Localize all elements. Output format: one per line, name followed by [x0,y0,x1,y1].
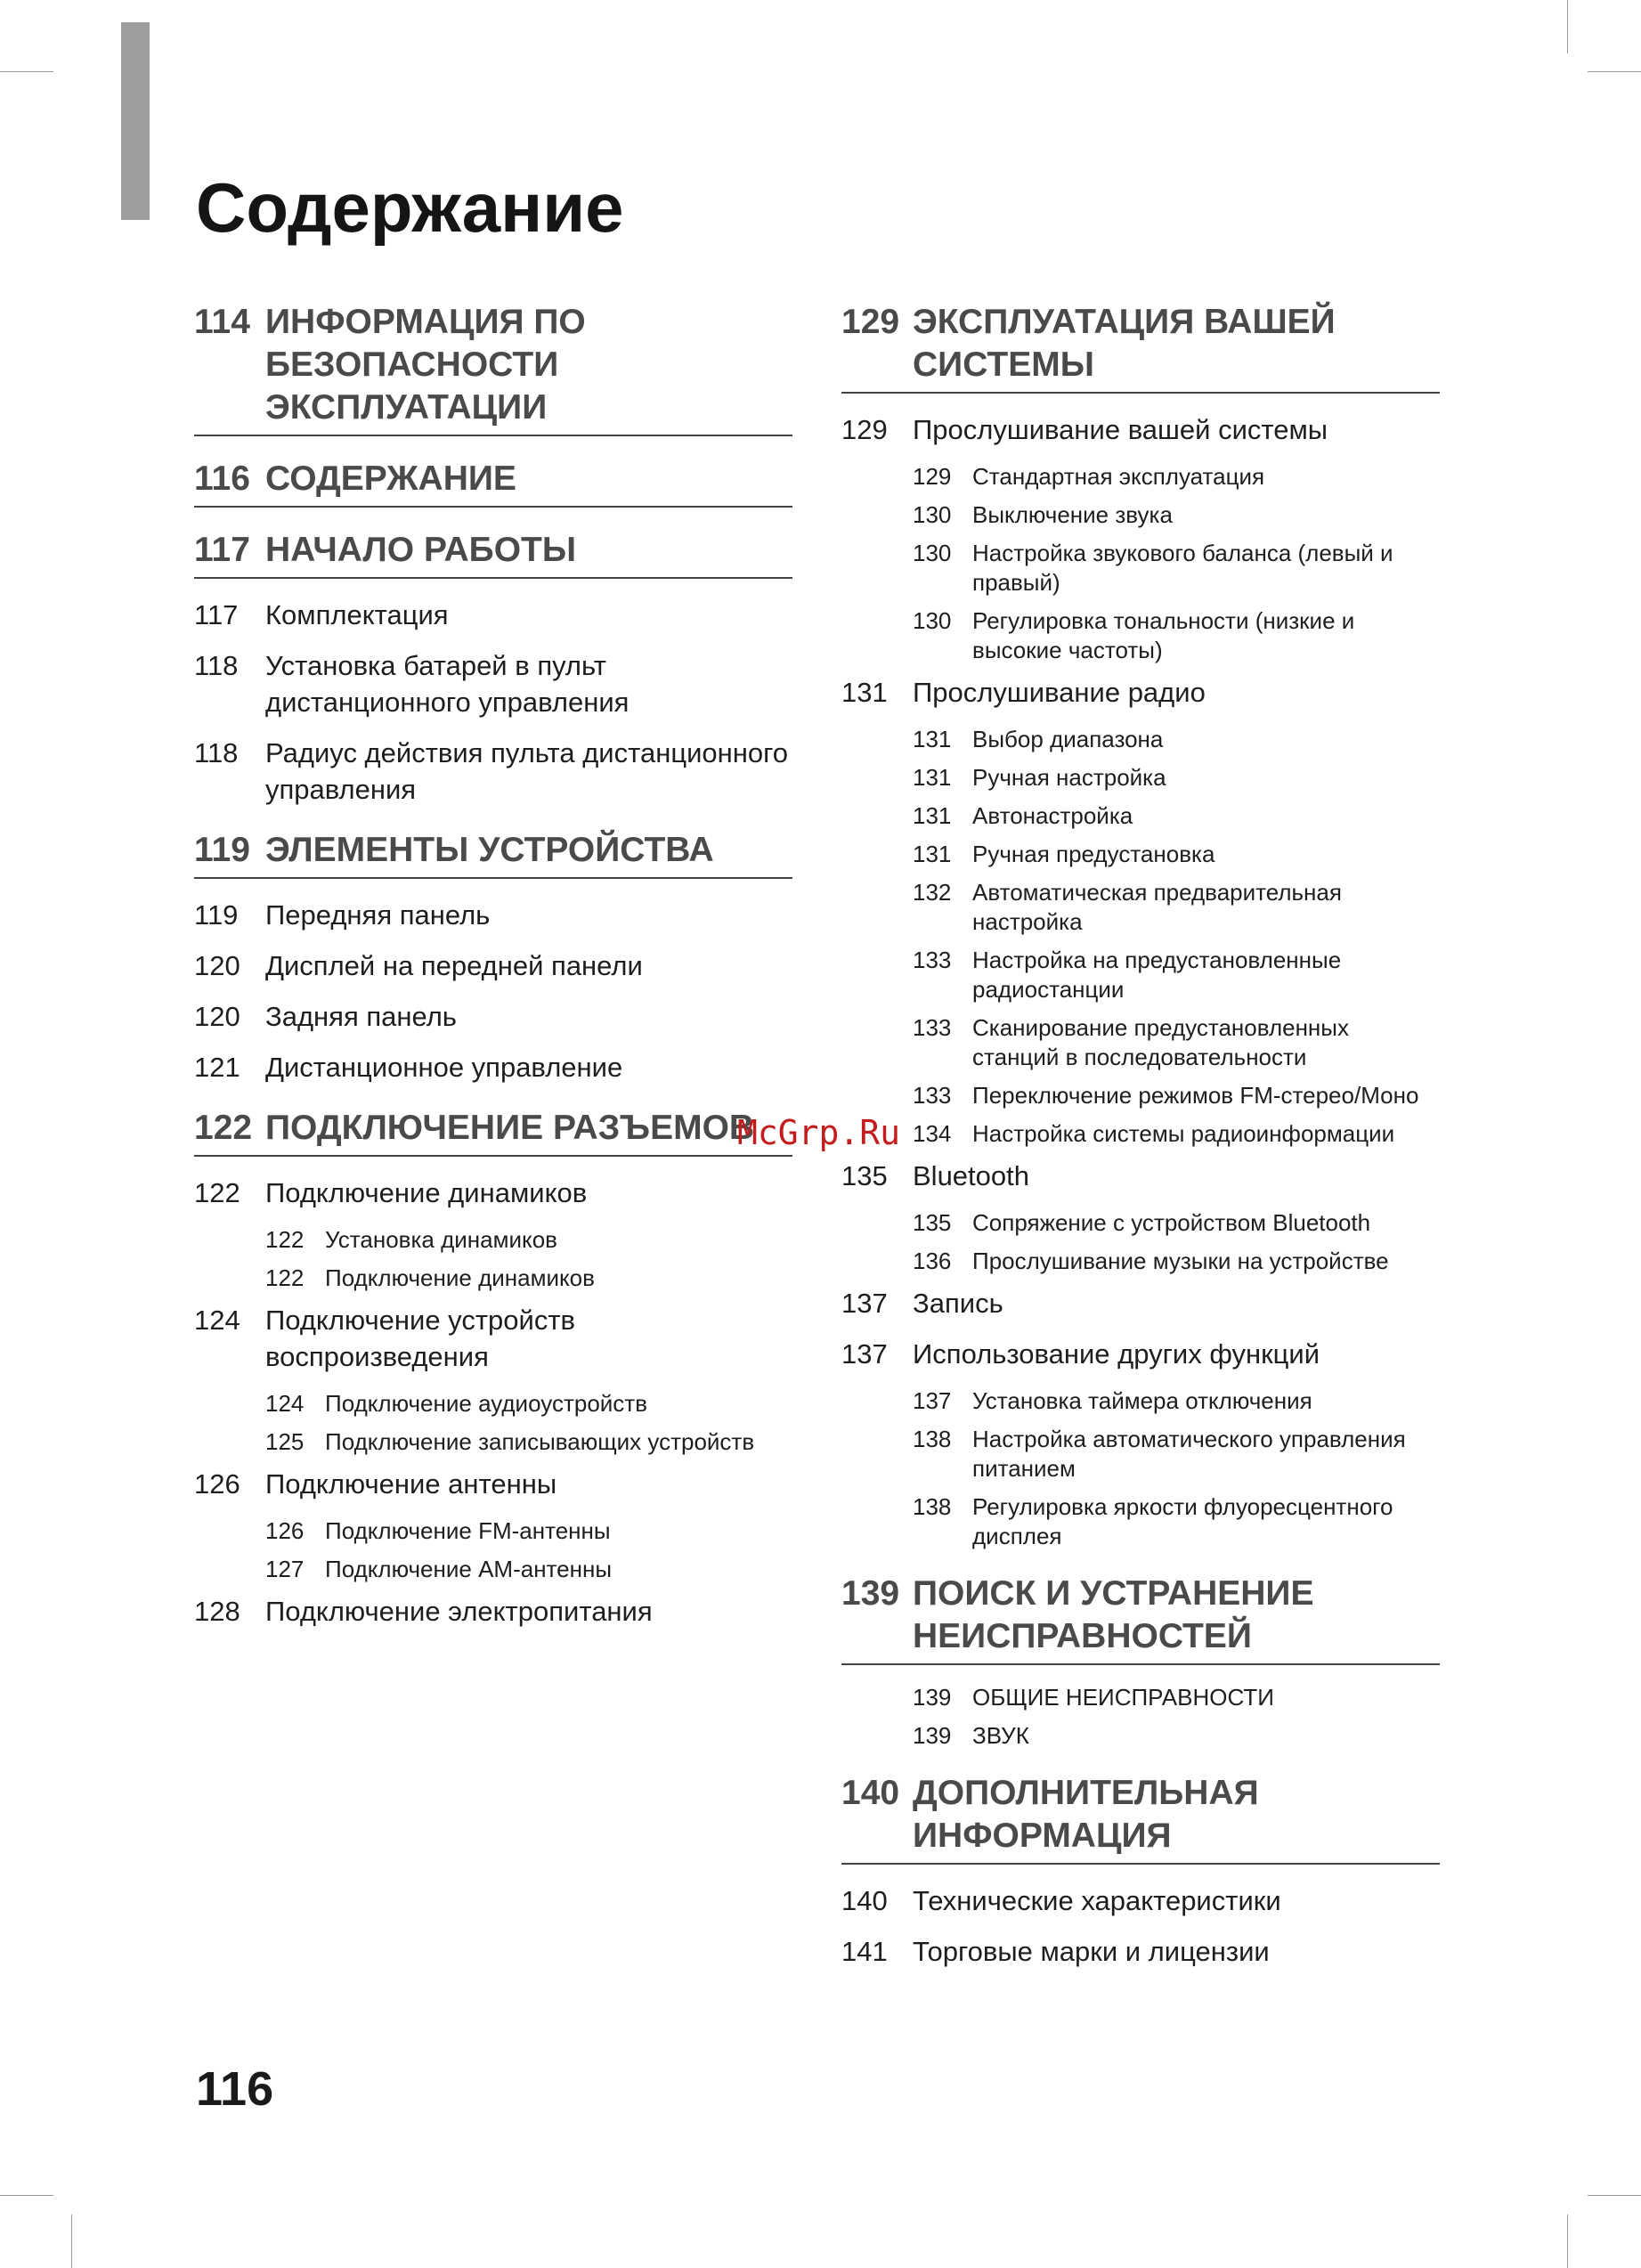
subentry-title: Подключение записывающих устройств [325,1428,755,1455]
entry-title: Технические характеристики [913,1885,1281,1916]
toc-subentry[interactable] [913,1492,1440,1551]
entry-page-number: 122 [194,1177,240,1208]
toc-subentry[interactable] [913,1425,1440,1484]
subentry-title: Установка динамиков [325,1226,557,1253]
entry-page-number: 118 [194,650,239,681]
toc-right-column [841,301,1440,1991]
watermark: McGrp.Ru [737,1113,901,1152]
toc-entry[interactable] [841,674,1440,711]
subentry-page-number: 132 [913,879,952,906]
entry-page-number: 120 [194,1001,240,1032]
entry-title: Bluetooth [913,1160,1029,1191]
toc-entry[interactable] [194,1466,792,1502]
section-title: ПОИСК И УСТРАНЕНИЕ НЕИСПРАВНОСТЕЙ [913,1574,1314,1655]
subentry-page-number: 131 [913,764,952,791]
subentry-page-number: 131 [913,726,952,752]
section-title: ЭЛЕМЕНТЫ УСТРОЙСТВА [265,831,714,869]
toc-entry[interactable] [194,597,792,633]
toc-subentry[interactable] [265,1555,792,1584]
subentry-page-number: 131 [913,841,952,867]
toc-entry[interactable] [194,1049,792,1085]
entry-page-number: 126 [194,1468,240,1500]
toc-section [841,1772,1440,1970]
chapter-tab-bar [121,22,150,220]
entry-title: Запись [913,1288,1003,1319]
entry-title: Прослушивание вашей системы [913,414,1328,445]
subentry-title: Сопряжение с устройством Bluetooth [972,1209,1371,1236]
entry-title: Радиус действия пульта дистанционного управления [265,737,788,805]
toc-entry[interactable] [841,1285,1440,1321]
entry-title: Дисплей на передней панели [265,950,643,981]
subentry-title: Ручная настройка [972,764,1166,791]
subentry-page-number: 129 [913,463,952,490]
subentry-page-number: 133 [913,947,952,973]
subentry-title: Сканирование предустановленных станций в последовательности [972,1014,1349,1070]
toc-subentry[interactable] [265,1427,792,1457]
entry-title: Дистанционное управление [265,1052,623,1083]
toc-subentry[interactable] [913,878,1440,937]
section-title: ИНФОРМАЦИЯ ПО БЕЗОПАСНОСТИ ЭКСПЛУАТАЦИИ [265,303,586,427]
subentry-page-number: 122 [265,1226,305,1253]
subentry-title: Настройка звукового баланса (левый и правый) [972,540,1393,596]
toc-entry[interactable] [841,1933,1440,1970]
section-page-number: 122 [194,1109,253,1147]
toc-subentry[interactable] [913,1386,1440,1416]
section-heading[interactable] [841,1573,1440,1665]
subentry-page-number: 134 [913,1120,952,1147]
page-title: Содержание [196,168,624,247]
subentry-page-number: 125 [265,1428,305,1455]
subentry-title: Установка таймера отключения [972,1387,1312,1414]
toc-subentry[interactable] [913,1013,1440,1072]
toc-section [194,301,792,436]
entry-title: Подключение электропитания [265,1596,653,1627]
entry-page-number: 128 [194,1596,240,1627]
entry-title: Прослушивание радио [913,677,1206,708]
toc-subentry[interactable] [913,946,1440,1004]
entry-title: Подключение антенны [265,1468,557,1500]
toc-subentry[interactable] [913,801,1440,831]
toc-subentry[interactable] [265,1389,792,1419]
subentry-title: Подключение аудиоустройств [325,1390,648,1417]
toc-entry[interactable] [194,647,792,720]
subentry-page-number: 138 [913,1426,952,1452]
toc-subentry[interactable] [913,1119,1440,1149]
subentry-page-number: 131 [913,802,952,829]
subentry-page-number: 127 [265,1556,305,1582]
entry-page-number: 117 [194,599,239,630]
subentry-page-number: 137 [913,1387,952,1414]
toc-subentry[interactable] [913,1683,1440,1712]
toc-entry[interactable] [194,735,792,808]
toc-subentry[interactable] [913,1208,1440,1238]
crop-mark [1567,0,1568,53]
subentry-page-number: 133 [913,1082,952,1109]
section-title: НАЧАЛО РАБОТЫ [265,531,577,569]
section-title: СОДЕРЖАНИЕ [265,459,516,498]
toc-entry[interactable] [194,897,792,933]
entry-page-number: 137 [841,1338,888,1370]
subentry-title: Настройка на предустановленные радиостанции [972,947,1342,1003]
toc-section [194,529,792,808]
subentry-page-number: 126 [265,1517,305,1544]
toc-left-column [194,301,792,1651]
toc-subentry[interactable] [913,500,1440,530]
section-title: ДОПОЛНИТЕЛЬНАЯ ИНФОРМАЦИЯ [913,1774,1259,1855]
crop-mark [1588,2195,1641,2196]
subentry-page-number: 135 [913,1209,952,1236]
crop-mark [1567,2215,1568,2268]
toc-subentry[interactable] [913,539,1440,597]
entry-title: Установка батарей в пульт дистанционного управления [265,650,630,718]
subentry-page-number: 130 [913,501,952,528]
toc-entry[interactable] [841,411,1440,448]
crop-mark [71,2215,72,2268]
entry-title: Задняя панель [265,1001,457,1032]
subentry-title: Автоматическая предварительная настройка [972,879,1342,935]
toc-subentry[interactable] [913,1081,1440,1110]
subentry-title: Настройка системы радиоинформации [972,1120,1395,1147]
entry-title: Подключение устройств воспроизведения [265,1305,575,1372]
subentry-title: Настройка автоматического управления питанием [972,1426,1406,1482]
subentry-title: Подключение FM-антенны [325,1517,611,1544]
entry-page-number: 121 [194,1052,240,1083]
entry-page-number: 140 [841,1885,888,1916]
entry-title: Комплектация [265,599,449,630]
subentry-title: Регулировка яркости флуоресцентного дисплея [972,1493,1393,1549]
toc-subentry[interactable] [265,1264,792,1293]
toc-subentry[interactable] [913,462,1440,492]
section-heading[interactable] [194,829,792,879]
toc-subentry[interactable] [913,1247,1440,1276]
crop-mark [1588,71,1641,72]
subentry-page-number: 139 [913,1722,952,1749]
subentry-title: Регулировка тональности (низкие и высокие частоты) [972,607,1355,663]
section-heading[interactable] [194,301,792,436]
toc-subentry[interactable] [913,725,1440,754]
crop-mark [0,2195,53,2196]
subentry-page-number: 130 [913,607,952,634]
entry-page-number: 141 [841,1936,888,1967]
toc-section [194,1107,792,1630]
section-heading[interactable] [194,529,792,579]
subentry-title: Выключение звука [972,501,1173,528]
page-number: 116 [196,2062,274,2116]
entry-page-number: 124 [194,1305,240,1336]
toc-entry[interactable] [194,998,792,1035]
toc-section [194,458,792,508]
section-page-number: 140 [841,1774,900,1812]
subentry-page-number: 133 [913,1014,952,1041]
toc-entry[interactable] [194,1175,792,1211]
section-heading[interactable] [194,1107,792,1157]
section-title: ПОДКЛЮЧЕНИЕ РАЗЪЕМОВ [265,1109,755,1147]
toc-section [194,829,792,1085]
entry-page-number: 118 [194,737,239,768]
subentry-title: Переключение режимов FM-стерео/Моно [972,1082,1419,1109]
subentry-title: Автонастройка [972,802,1133,829]
crop-mark [0,71,53,72]
subentry-page-number: 124 [265,1390,305,1417]
entry-title: Передняя панель [265,899,491,931]
subentry-title: Стандартная эксплуатация [972,463,1265,490]
subentry-page-number: 138 [913,1493,952,1520]
section-page-number: 114 [194,303,250,341]
toc-entry[interactable] [194,1593,792,1630]
entry-page-number: 119 [194,899,239,931]
entry-page-number: 131 [841,677,888,708]
section-page-number: 129 [841,303,900,341]
section-page-number: 116 [194,459,250,498]
section-heading[interactable] [841,301,1440,394]
toc-subentry[interactable] [265,1516,792,1546]
toc-subentry[interactable] [913,763,1440,793]
subentry-page-number: 122 [265,1264,305,1291]
section-heading[interactable] [194,458,792,508]
subentry-title: Подключение AM-антенны [325,1556,613,1582]
subentry-title: Ручная предустановка [972,841,1215,867]
toc-entry[interactable] [841,1882,1440,1919]
subentry-title: Выбор диапазона [972,726,1164,752]
toc-subentry[interactable] [913,840,1440,869]
subentry-title: Подключение динамиков [325,1264,595,1291]
entry-page-number: 135 [841,1160,888,1191]
section-page-number: 119 [194,831,250,869]
toc-subentry[interactable] [913,606,1440,665]
toc-subentry[interactable] [913,1721,1440,1751]
subentry-page-number: 136 [913,1248,952,1274]
entry-page-number: 129 [841,414,888,445]
toc-section [841,301,1440,1551]
entry-title: Подключение динамиков [265,1177,588,1208]
entry-title: Торговые марки и лицензии [913,1936,1270,1967]
section-heading[interactable] [841,1772,1440,1865]
section-page-number: 117 [194,531,250,569]
toc-entry[interactable] [841,1158,1440,1194]
toc-entry[interactable] [194,947,792,984]
subentry-title: ЗВУК [972,1722,1029,1749]
subentry-title: ОБЩИЕ НЕИСПРАВНОСТИ [972,1684,1274,1711]
entry-page-number: 120 [194,950,240,981]
section-title: ЭКСПЛУАТАЦИЯ ВАШЕЙ СИСТЕМЫ [913,303,1336,384]
entry-page-number: 137 [841,1288,888,1319]
entry-title: Использование других функций [913,1338,1320,1370]
section-page-number: 139 [841,1574,900,1613]
subentry-page-number: 139 [913,1684,952,1711]
subentry-page-number: 130 [913,540,952,566]
subentry-title: Прослушивание музыки на устройстве [972,1248,1389,1274]
toc-entry[interactable] [841,1336,1440,1372]
toc-section [841,1573,1440,1751]
toc-entry[interactable] [194,1302,792,1375]
toc-subentry[interactable] [265,1225,792,1255]
